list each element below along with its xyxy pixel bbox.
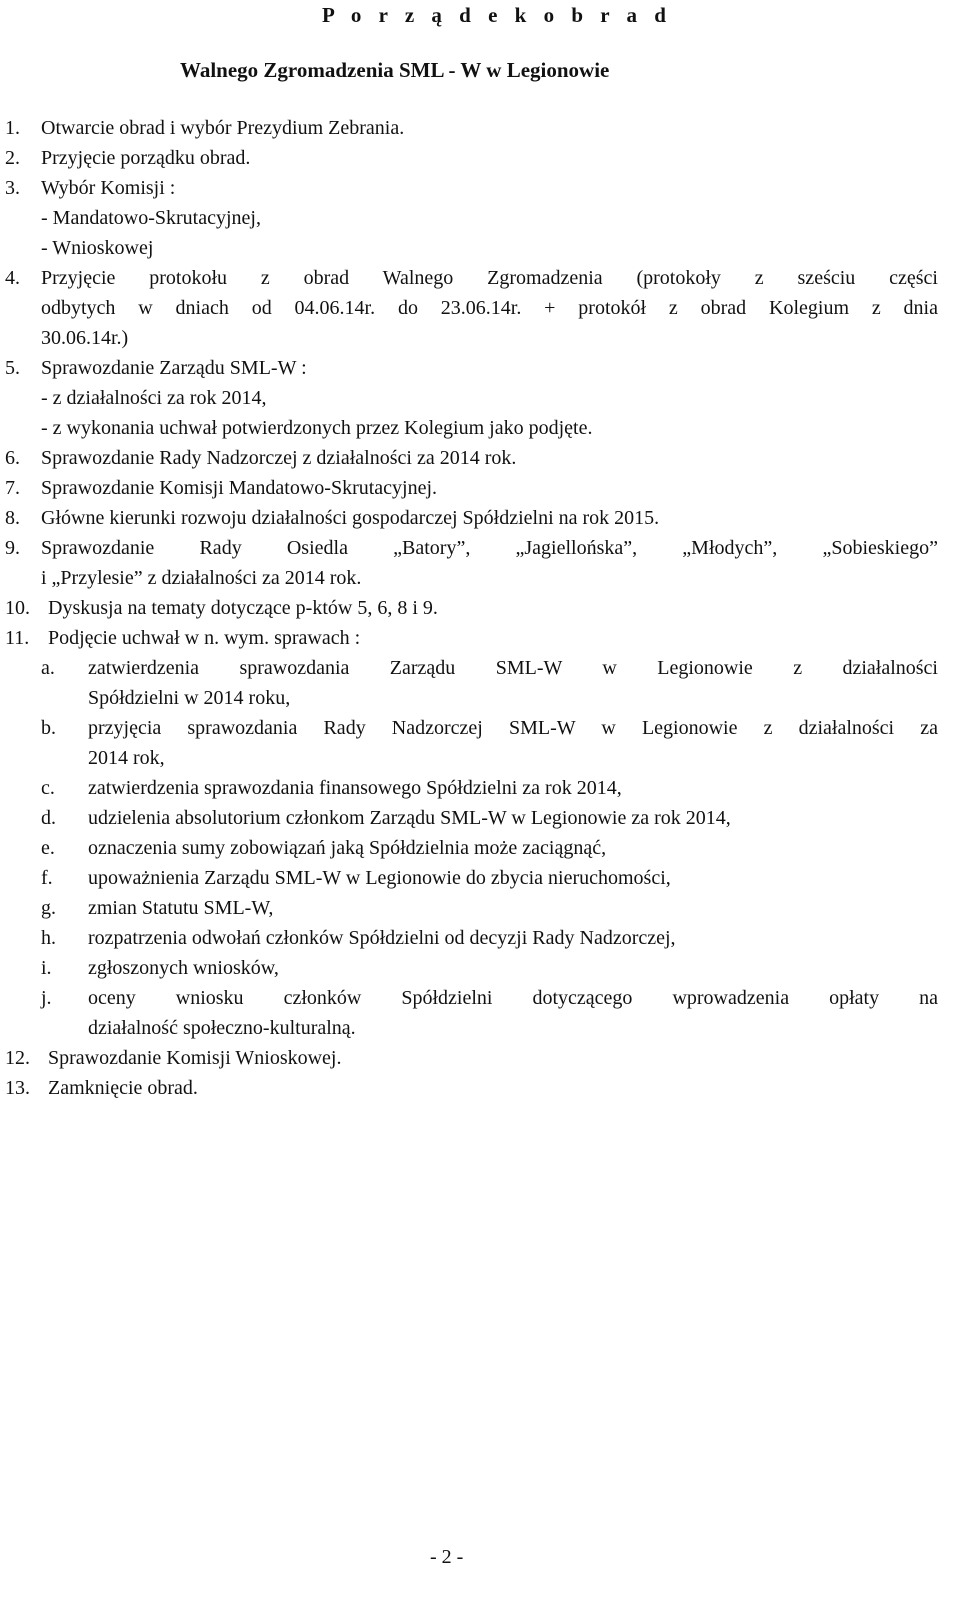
item-text-line: Sprawozdanie Rady Osiedla „Batory”, „Jagiellońska”, „Młodych”, „Sobieskiego”	[41, 537, 938, 559]
letter-item-a-marker: a.	[41, 657, 55, 679]
item-number: 11.	[5, 627, 30, 649]
page-number: - 2 -	[430, 1546, 464, 1568]
letter-item-f-marker: f.	[41, 867, 53, 889]
item-text: Wybór Komisji :	[41, 177, 176, 199]
item-text-line: odbytych w dniach od 04.06.14r. do 23.06.14r. + protokół z obrad Kolegium z dnia	[41, 297, 938, 319]
letter-item-i-line: zgłoszonych wniosków,	[88, 957, 279, 979]
item-text: Dyskusja na tematy dotyczące p-któw 5, 6, 8 i 9.	[48, 597, 438, 619]
letter-item-j-marker: j.	[41, 987, 52, 1009]
letter-item-b-line: przyjęcia sprawozdania Rady Nadzorczej SML-W w Legionowie z działalności za	[88, 717, 938, 739]
sub-item: - Wnioskowej	[41, 237, 154, 259]
page-title: P o r z ą d e k o b r a d	[322, 3, 672, 27]
item-number: 13.	[5, 1077, 30, 1099]
item-text: Podjęcie uchwał w n. wym. sprawach :	[48, 627, 361, 649]
item-text-line: 30.06.14r.)	[41, 327, 129, 349]
letter-item-a-line: Spółdzielni w 2014 roku,	[88, 687, 291, 709]
item-number: 5.	[5, 357, 20, 379]
letter-item-c-marker: c.	[41, 777, 55, 799]
letter-item-e-line: oznaczenia sumy zobowiązań jaką Spółdzielnia może zaciągnąć,	[88, 837, 607, 859]
sub-item: - z wykonania uchwał potwierdzonych przez Kolegium jako podjęte.	[41, 417, 593, 439]
item-number: 8.	[5, 507, 20, 529]
item-text: Sprawozdanie Komisji Wnioskowej.	[48, 1047, 342, 1069]
letter-item-h-marker: h.	[41, 927, 56, 949]
letter-item-j-line: oceny wniosku członków Spółdzielni dotyczącego wprowadzenia opłaty na	[88, 987, 938, 1009]
page-subtitle: Walnego Zgromadzenia SML - W w Legionowie	[180, 58, 610, 82]
item-number: 4.	[5, 267, 20, 289]
item-text: Sprawozdanie Zarządu SML-W :	[41, 357, 307, 379]
letter-item-h-line: rozpatrzenia odwołań członków Spółdzielni od decyzji Rady Nadzorczej,	[88, 927, 676, 949]
letter-item-f-line: upoważnienia Zarządu SML-W w Legionowie do zbycia nieruchomości,	[88, 867, 671, 889]
letter-item-g-line: zmian Statutu SML-W,	[88, 897, 274, 919]
item-text: Sprawozdanie Rady Nadzorczej z działalności za 2014 rok.	[41, 447, 517, 469]
item-number: 2.	[5, 147, 20, 169]
item-number: 12.	[5, 1047, 30, 1069]
letter-item-i-marker: i.	[41, 957, 52, 979]
item-text-line: Przyjęcie protokołu z obrad Walnego Zgromadzenia (protokoły z sześciu części	[41, 267, 938, 289]
item-text: Główne kierunki rozwoju działalności gospodarczej Spółdzielni na rok 2015.	[41, 507, 660, 529]
item-number: 3.	[5, 177, 20, 199]
item-text: Otwarcie obrad i wybór Prezydium Zebrania.	[41, 117, 405, 139]
sub-item: - Mandatowo-Skrutacyjnej,	[41, 207, 261, 229]
item-number: 10.	[5, 597, 30, 619]
item-number: 6.	[5, 447, 20, 469]
item-text: Zamknięcie obrad.	[48, 1077, 198, 1099]
sub-item: - z działalności za rok 2014,	[41, 387, 267, 409]
letter-item-c-line: zatwierdzenia sprawozdania finansowego Spółdzielni za rok 2014,	[88, 777, 622, 799]
item-text: Sprawozdanie Komisji Mandatowo-Skrutacyjnej.	[41, 477, 438, 499]
item-number: 9.	[5, 537, 20, 559]
letter-item-j-line: działalność społeczno-kulturalną.	[88, 1017, 356, 1039]
item-number: 7.	[5, 477, 20, 499]
letter-item-b-line: 2014 rok,	[88, 747, 165, 769]
item-text-line: i „Przylesie” z działalności za 2014 rok.	[41, 567, 362, 589]
item-number: 1.	[5, 117, 20, 139]
letter-item-e-marker: e.	[41, 837, 55, 859]
letter-item-b-marker: b.	[41, 717, 56, 739]
letter-item-d-line: udzielenia absolutorium członkom Zarządu SML-W w Legionowie za rok 2014,	[88, 807, 731, 829]
letter-item-g-marker: g.	[41, 897, 56, 919]
letter-item-d-marker: d.	[41, 807, 56, 829]
letter-item-a-line: zatwierdzenia sprawozdania Zarządu SML-W w Legionowie z działalności	[88, 657, 938, 679]
item-text: Przyjęcie porządku obrad.	[41, 147, 251, 169]
